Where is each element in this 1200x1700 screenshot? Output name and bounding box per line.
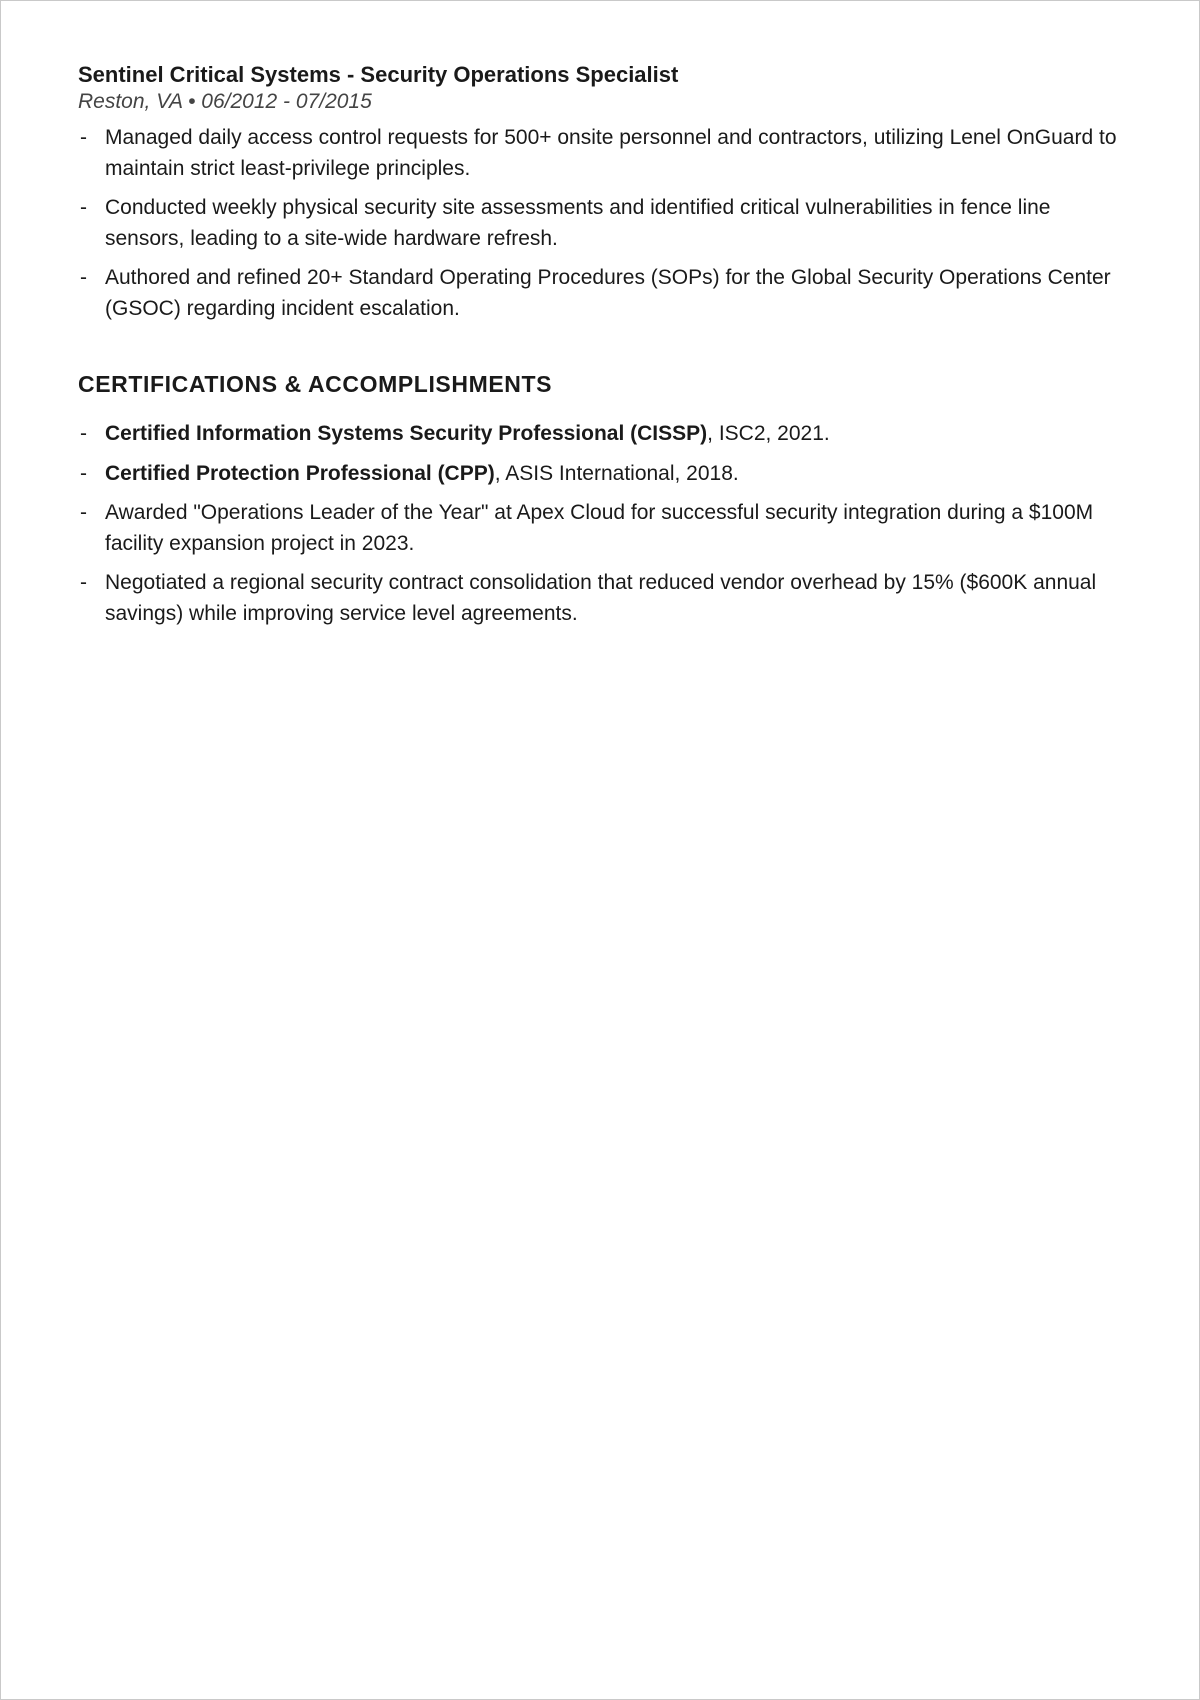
list-item [78, 193, 1122, 254]
certification-name: Certified Information Systems Security Professional (CISSP) [105, 422, 708, 445]
experience-entry [78, 61, 1122, 324]
accomplishment-text: Awarded "Operations Leader of the Year" at Apex Cloud for successful security integration during a $100M facility expansion project in 2023. [105, 501, 1094, 555]
experience-bullet-list [78, 123, 1122, 324]
certification-detail: , ISC2, 2021. [707, 422, 830, 445]
accomplishment-text: Negotiated a regional security contract consolidation that reduced vendor overhead by 15% ($600K annual savings) while improving service level agreements. [105, 571, 1097, 625]
certification-name: Certified Protection Professional (CPP) [105, 461, 495, 485]
bullet-text: Managed daily access control requests for 500+ onsite personnel and contractors, utilizing Lenel OnGuard to maintain strict least-privilege principles. [105, 126, 1117, 180]
list-item [78, 263, 1122, 324]
bullet-text: Authored and refined 20+ Standard Operating Procedures (SOPs) for the Global Security Operations Center (GSOC) regarding incident escalation. [105, 266, 1111, 320]
section-heading-certifications: CERTIFICATIONS & ACCOMPLISHMENTS [78, 371, 553, 397]
list-item [78, 568, 1122, 629]
bullet-dash: - [80, 266, 87, 289]
job-title: Sentinel Critical Systems - Security Operations Specialist [78, 62, 679, 87]
bullet-dash: - [80, 501, 87, 524]
bullet-dash: - [80, 126, 87, 149]
list-item [78, 419, 1122, 450]
list-item [78, 123, 1122, 184]
job-location-dates: Reston, VA • 06/2012 - 07/2015 [78, 90, 372, 113]
bullet-dash: - [80, 422, 87, 445]
bullet-dash: - [80, 461, 87, 485]
list-item [78, 459, 1122, 490]
certifications-list [78, 419, 1122, 629]
bullet-dash: - [80, 571, 87, 594]
list-item [78, 498, 1122, 559]
certification-detail: , ASIS International, 2018. [494, 461, 739, 485]
bullet-dash: - [80, 196, 87, 219]
bullet-text: Conducted weekly physical security site assessments and identified critical vulnerabilities in fence line sensors, leading to a site-wide hardware refresh. [105, 196, 1051, 250]
